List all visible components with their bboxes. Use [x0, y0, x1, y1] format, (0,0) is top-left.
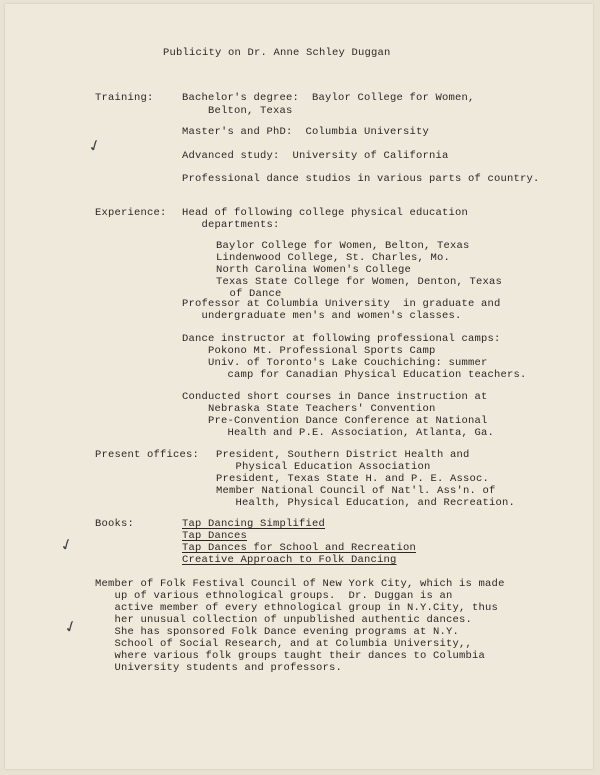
training-line: Belton, Texas: [182, 105, 293, 117]
book-title: Creative Approach to Folk Dancing: [182, 554, 397, 566]
office-line: President, Southern District Health and: [216, 449, 470, 461]
member-line: where various folk groups taught their dances to Columbia: [95, 650, 486, 662]
training-line: Professional dance studios in various parts of country.: [182, 173, 540, 185]
experience-line: Dance instructor at following professional camps:: [182, 333, 501, 345]
check-mark-icon: ✓: [57, 533, 77, 556]
book-title: Tap Dancing Simplified: [182, 518, 326, 530]
member-line: She has sponsored Folk Dance evening programs at N.Y.: [95, 626, 460, 638]
training-line: Master's and PhD: Columbia University: [182, 126, 430, 138]
experience-line: Univ. of Toronto's Lake Couchiching: summer: [182, 357, 488, 369]
office-line: President, Texas State H. and P. E. Assoc.: [216, 473, 490, 485]
member-line: active member of every ethnological group in N.Y.City, thus: [95, 602, 499, 614]
check-mark-icon: ✓: [61, 615, 81, 638]
book-title: Tap Dances for School and Recreation: [182, 542, 417, 554]
page-title: Publicity on Dr. Anne Schley Duggan: [163, 47, 391, 59]
college-item: Baylor College for Women, Belton, Texas: [216, 240, 470, 252]
experience-line: Pre-Convention Dance Conference at National: [182, 415, 488, 427]
offices-label: Present offices:: [95, 449, 200, 461]
experience-line: undergraduate men's and women's classes.: [182, 310, 462, 322]
college-item: Texas State College for Women, Denton, Texas: [216, 276, 503, 288]
member-line: Member of Folk Festival Council of New York City, which is made: [95, 578, 505, 590]
experience-line: Professor at Columbia University in graduate and: [182, 298, 501, 310]
experience-line: Head of following college physical education: [182, 207, 469, 219]
experience-line: Conducted short courses in Dance instruction at: [182, 391, 488, 403]
member-line: School of Social Research, and at Columbia University,,: [95, 638, 473, 650]
college-item: North Carolina Women's College: [216, 264, 412, 276]
experience-line: Nebraska State Teachers' Convention: [182, 403, 436, 415]
check-mark-icon: ✓: [85, 134, 105, 157]
member-line: her unusual collection of unpublished authentic dances.: [95, 614, 473, 626]
experience-line: departments:: [182, 219, 280, 231]
experience-line: Health and P.E. Association, Atlanta, Ga.: [182, 427, 495, 439]
experience-label: Experience:: [95, 207, 167, 219]
training-line: Bachelor's degree: Baylor College for Women,: [182, 92, 475, 104]
experience-line: camp for Canadian Physical Education teachers.: [182, 369, 527, 381]
college-item: Lindenwood College, St. Charles, Mo.: [216, 252, 451, 264]
training-label: Training:: [95, 92, 154, 104]
book-title: Tap Dances: [182, 530, 248, 542]
office-line: Member National Council of Nat'l. Ass'n. of: [216, 485, 496, 497]
training-line: Advanced study: University of California: [182, 150, 449, 162]
member-line: up of various ethnological groups. Dr. Duggan is an: [95, 590, 453, 602]
experience-line: Pokono Mt. Professional Sports Camp: [182, 345, 436, 357]
office-line: Physical Education Association: [216, 461, 431, 473]
office-line: Health, Physical Education, and Recreation.: [216, 497, 516, 509]
member-line: University students and professors.: [95, 662, 343, 674]
college-item: of Dance: [210, 288, 282, 300]
books-label: Books:: [95, 518, 135, 530]
